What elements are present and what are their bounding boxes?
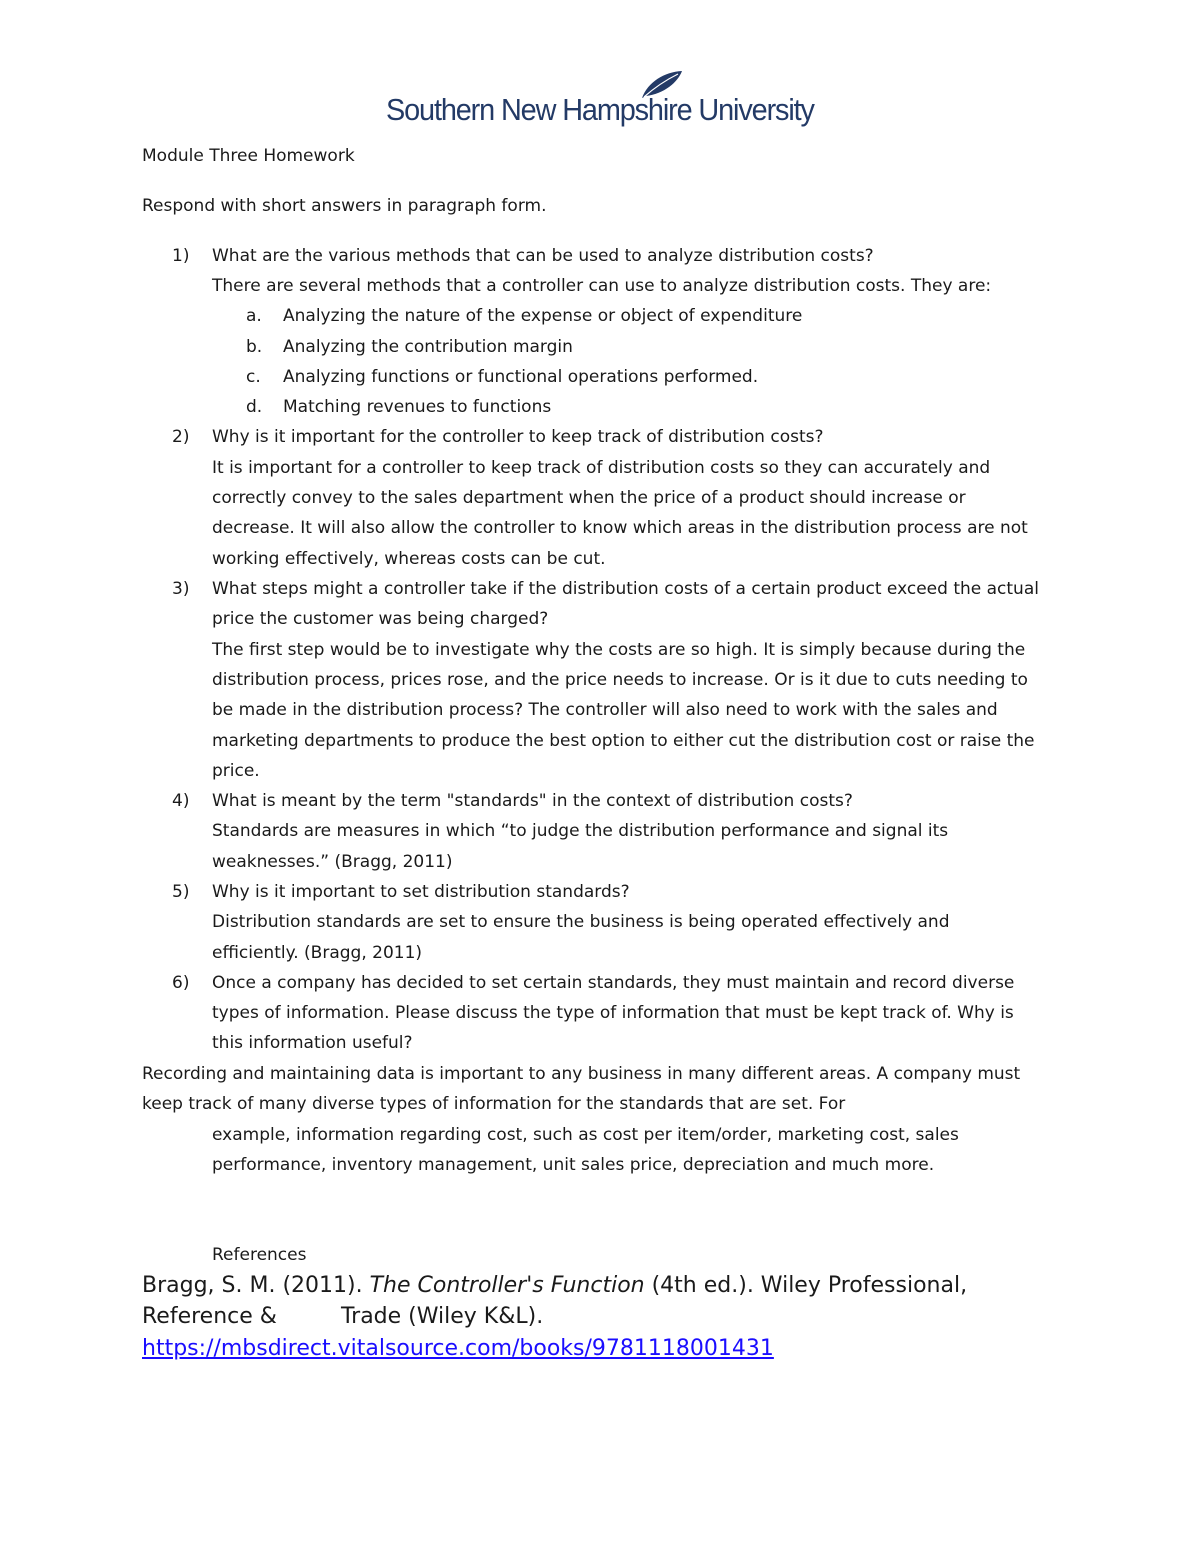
logo-text: Southern New Hampshire University <box>386 92 814 127</box>
question-text: What is meant by the term "standards" in the context of distribution costs? <box>212 791 853 811</box>
answer-text: There are several methods that a controller can use to analyze distribution costs. They are: <box>212 276 992 296</box>
reference-line-1 <box>142 1270 967 1302</box>
answer-text: distribution process, prices rose, and the price needs to increase. Or is it due to cuts needing to <box>212 670 1028 690</box>
closing-paragraph-line: keep track of many diverse types of information for the standards that are set. For <box>142 1094 846 1114</box>
question-text: price the customer was being charged? <box>212 609 549 629</box>
answer-text: be made in the distribution process? The controller will also need to work with the sales and <box>212 700 998 720</box>
question-number: 3) <box>172 579 190 599</box>
question-text: What are the various methods that can be used to analyze distribution costs? <box>212 246 874 266</box>
question-text: What steps might a controller take if the distribution costs of a certain product exceed the actual <box>212 579 1039 599</box>
question-number: 2) <box>172 427 190 447</box>
question-text: Why is it important to set distribution standards? <box>212 882 630 902</box>
reference-book-title: The Controller's Function <box>369 1273 645 1298</box>
answer-text: Distribution standards are set to ensure the business is being operated effectively and <box>212 912 950 932</box>
answer-text: weaknesses.” (Bragg, 2011) <box>212 852 453 872</box>
list-marker: d. <box>246 397 263 417</box>
reference-url-link[interactable]: https://mbsdirect.vitalsource.com/books/9781118001431 <box>142 1336 774 1361</box>
question-text: Once a company has decided to set certain standards, they must maintain and record diverse <box>212 973 1015 993</box>
list-marker: b. <box>246 337 263 357</box>
answer-text: The first step would be to investigate why the costs are so high. It is simply because during the <box>212 640 1026 660</box>
question-number: 4) <box>172 791 190 811</box>
answer-text: It is important for a controller to keep track of distribution costs so they can accurately and <box>212 458 991 478</box>
reference-author-year: Bragg, S. M. (2011). <box>142 1273 370 1298</box>
question-number: 5) <box>172 882 190 902</box>
answer-text: working effectively, whereas costs can be cut. <box>212 549 606 569</box>
answer-text: marketing departments to produce the best option to either cut the distribution cost or raise the <box>212 731 1035 751</box>
closing-paragraph-line: Recording and maintaining data is important to any business in many different areas. A company must <box>142 1064 1021 1084</box>
reference-line-2 <box>142 1301 543 1333</box>
list-item: Matching revenues to functions <box>283 397 552 417</box>
question-text: Why is it important for the controller to keep track of distribution costs? <box>212 427 824 447</box>
answer-text: correctly convey to the sales department when the price of a product should increase or <box>212 488 966 508</box>
answer-text: efficiently. (Bragg, 2011) <box>212 943 423 963</box>
list-marker: c. <box>246 367 261 387</box>
list-item: Analyzing the contribution margin <box>283 337 573 357</box>
question-number: 6) <box>172 973 190 993</box>
list-item: Analyzing the nature of the expense or object of expenditure <box>283 306 803 326</box>
closing-paragraph-line: performance, inventory management, unit sales price, depreciation and much more. <box>212 1155 935 1175</box>
reference-line-3 <box>142 1333 774 1365</box>
answer-text: price. <box>212 761 260 781</box>
instructions: Respond with short answers in paragraph form. <box>142 196 547 216</box>
document-title: Module Three Homework <box>142 146 355 166</box>
list-marker: a. <box>246 306 262 326</box>
answer-text: Standards are measures in which “to judge the distribution performance and signal its <box>212 821 949 841</box>
references-heading: References <box>212 1245 307 1265</box>
question-text: this information useful? <box>212 1033 413 1053</box>
reference-publisher-part: Trade (Wiley K&L). <box>340 1304 544 1329</box>
reference-publisher-part: Reference & <box>142 1304 277 1329</box>
list-item: Analyzing functions or functional operations performed. <box>283 367 759 387</box>
question-number: 1) <box>172 246 190 266</box>
question-text: types of information. Please discuss the type of information that must be kept track of. Why is <box>212 1003 1014 1023</box>
university-logo <box>386 70 816 132</box>
reference-edition-publisher: (4th ed.). Wiley Professional, <box>644 1273 968 1298</box>
closing-paragraph-line: example, information regarding cost, such as cost per item/order, marketing cost, sales <box>212 1125 959 1145</box>
answer-text: decrease. It will also allow the controller to know which areas in the distribution process are not <box>212 518 1028 538</box>
